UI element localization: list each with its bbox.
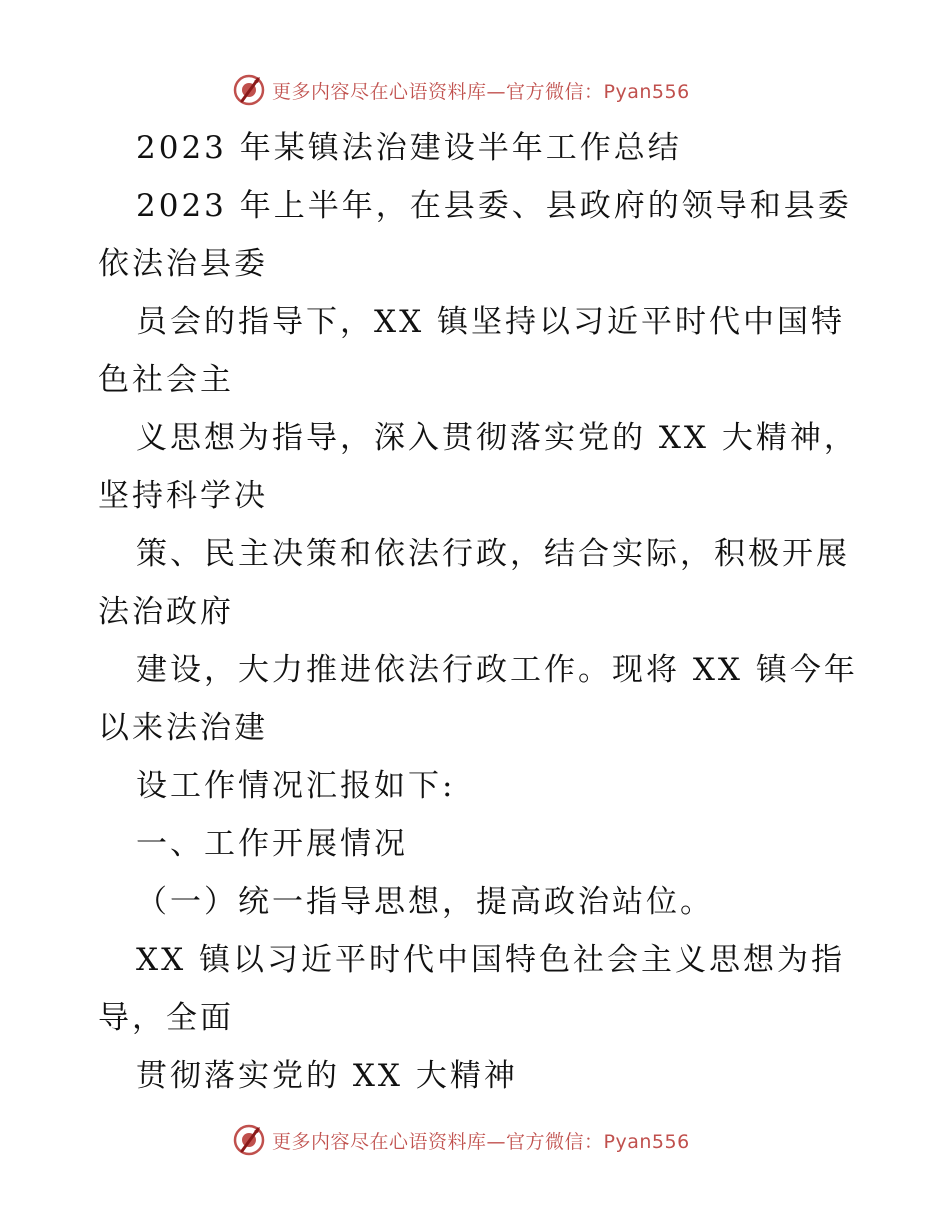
banner-handle: Pyan556 <box>603 80 690 103</box>
subsection-heading: （一）统一指导思想，提高政治站位。 <box>136 884 714 920</box>
banner-handle: Pyan556 <box>603 1130 690 1153</box>
text-line: 导，全面 <box>98 1000 234 1036</box>
text-line: 色社会主 <box>98 362 234 398</box>
text-line: 法治政府 <box>98 594 234 630</box>
banner-label: 更多内容尽在心语资料库—官方微信： <box>272 1130 604 1153</box>
text-line: 贯彻落实党的 XX 大精神 <box>136 1058 518 1094</box>
text-line: 坚持科学决 <box>98 478 268 514</box>
logo-icon <box>232 1123 266 1157</box>
text-line: 策、民主决策和依法行政，结合实际，积极开展 <box>136 536 850 572</box>
footer-banner <box>0 1120 950 1160</box>
text-line: 以来法治建 <box>98 710 268 746</box>
banner-text <box>272 1127 690 1154</box>
header-banner <box>0 70 950 110</box>
text-line: 建设，大力推进依法行政工作。现将 XX 镇今年 <box>136 652 858 688</box>
document-title: 2023 年某镇法治建设半年工作总结 <box>136 130 682 166</box>
text-line: XX 镇以习近平时代中国特色社会主义思想为指 <box>136 942 845 978</box>
text-line: 依法治县委 <box>98 246 268 282</box>
text-line: 2023 年上半年，在县委、县政府的领导和县委 <box>136 188 852 224</box>
banner-label: 更多内容尽在心语资料库—官方微信： <box>272 80 604 103</box>
logo-icon <box>232 73 266 107</box>
section-heading: 一、工作开展情况 <box>136 826 408 862</box>
text-line: 设工作情况汇报如下: <box>136 768 456 804</box>
text-line: 员会的指导下，XX 镇坚持以习近平时代中国特 <box>136 304 845 340</box>
text-line: 义思想为指导，深入贯彻落实党的 XX 大精神， <box>136 420 858 456</box>
banner-text <box>272 77 690 104</box>
